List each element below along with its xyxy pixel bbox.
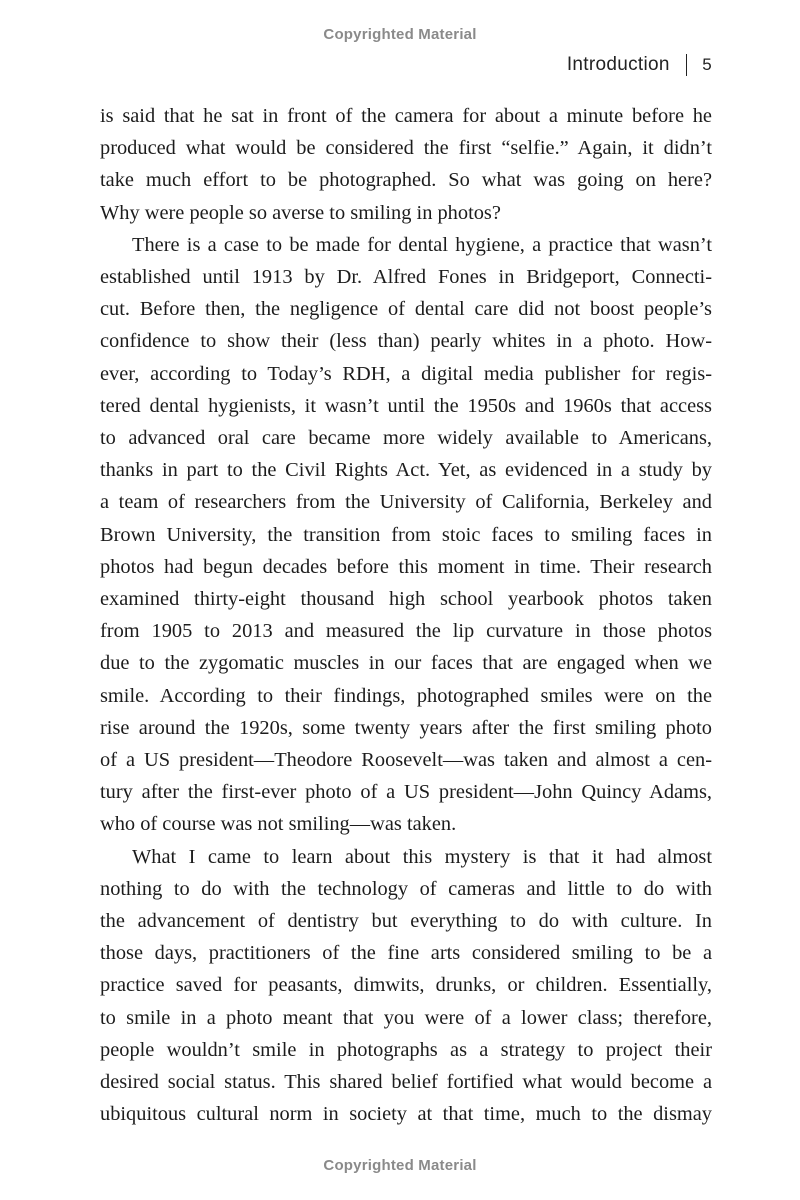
text-line: tury after the first-ever photo of a US president—John Quincy Adams, (100, 781, 712, 804)
header-divider (686, 54, 688, 76)
text-line: to advanced oral care became more widely available to Americans, (100, 427, 712, 450)
text-line: confidence to show their (less than) pearly whites in a photo. How- (100, 330, 712, 353)
text-line: produced what would be considered the first “selfie.” Again, it didn’t (100, 137, 712, 160)
text-line: people wouldn’t smile in photographs as a strategy to project their (100, 1038, 712, 1061)
text-line: thanks in part to the Civil Rights Act. Yet, as evidenced in a study by (100, 459, 712, 482)
text-line: cut. Before then, the negligence of dental care did not boost people’s (100, 298, 712, 321)
text-line: nothing to do with the technology of cameras and little to do with (100, 877, 712, 900)
text-line: practice saved for peasants, dimwits, drunks, or children. Essentially, (100, 974, 712, 997)
text-line: to smile in a photo meant that you were of a lower class; therefore, (100, 1006, 712, 1029)
text-line: who of course was not smiling—was taken. (100, 813, 457, 836)
text-line: the advancement of dentistry but everything to do with culture. In (100, 910, 712, 933)
paragraph (100, 841, 712, 1131)
text-line: smile. According to their findings, photographed smiles were on the (100, 684, 712, 707)
paragraph (100, 100, 712, 229)
text-line: What I came to learn about this mystery is that it had almost (132, 845, 712, 868)
text-line: examined thirty-eight thousand high school yearbook photos taken (100, 588, 712, 611)
text-line: established until 1913 by Dr. Alfred Fones in Bridgeport, Connecti- (100, 266, 712, 289)
copyright-watermark-top: Copyrighted Material (323, 26, 477, 43)
text-line: desired social status. This shared belief fortified what would become a (100, 1071, 712, 1094)
text-line: a team of researchers from the University of California, Berkeley and (100, 491, 712, 514)
text-line: those days, practitioners of the fine arts considered smiling to be a (100, 942, 712, 965)
page-number: 5 (702, 55, 712, 74)
running-head (567, 54, 712, 76)
copyright-watermark-bottom: Copyrighted Material (323, 1157, 477, 1174)
text-line: Brown University, the transition from stoic faces to smiling faces in (100, 523, 712, 546)
text-line: ubiquitous cultural norm in society at that time, much to the dismay (100, 1103, 712, 1126)
text-line: due to the zygomatic muscles in our faces that are engaged when we (100, 652, 712, 675)
text-line: is said that he sat in front of the camera for about a minute before he (100, 105, 712, 127)
section-title: Introduction (566, 54, 670, 75)
text-line: take much effort to be photographed. So what was going on here? (100, 169, 712, 192)
text-line: ever, according to Today’s RDH, a digital media publisher for regis- (100, 362, 712, 385)
paragraph (100, 229, 712, 841)
text-line: rise around the 1920s, some twenty years after the first smiling photo (100, 716, 712, 739)
body-text (100, 100, 712, 1131)
text-line: There is a case to be made for dental hygiene, a practice that wasn’t (132, 233, 712, 256)
text-line: of a US president—Theodore Roosevelt—was taken and almost a cen- (100, 749, 712, 772)
text-line: Why were people so averse to smiling in photos? (100, 201, 501, 224)
text-line: from 1905 to 2013 and measured the lip curvature in those photos (100, 620, 712, 643)
text-line: tered dental hygienists, it wasn’t until the 1950s and 1960s that access (100, 394, 712, 417)
text-line: photos had begun decades before this moment in time. Their research (100, 555, 712, 578)
